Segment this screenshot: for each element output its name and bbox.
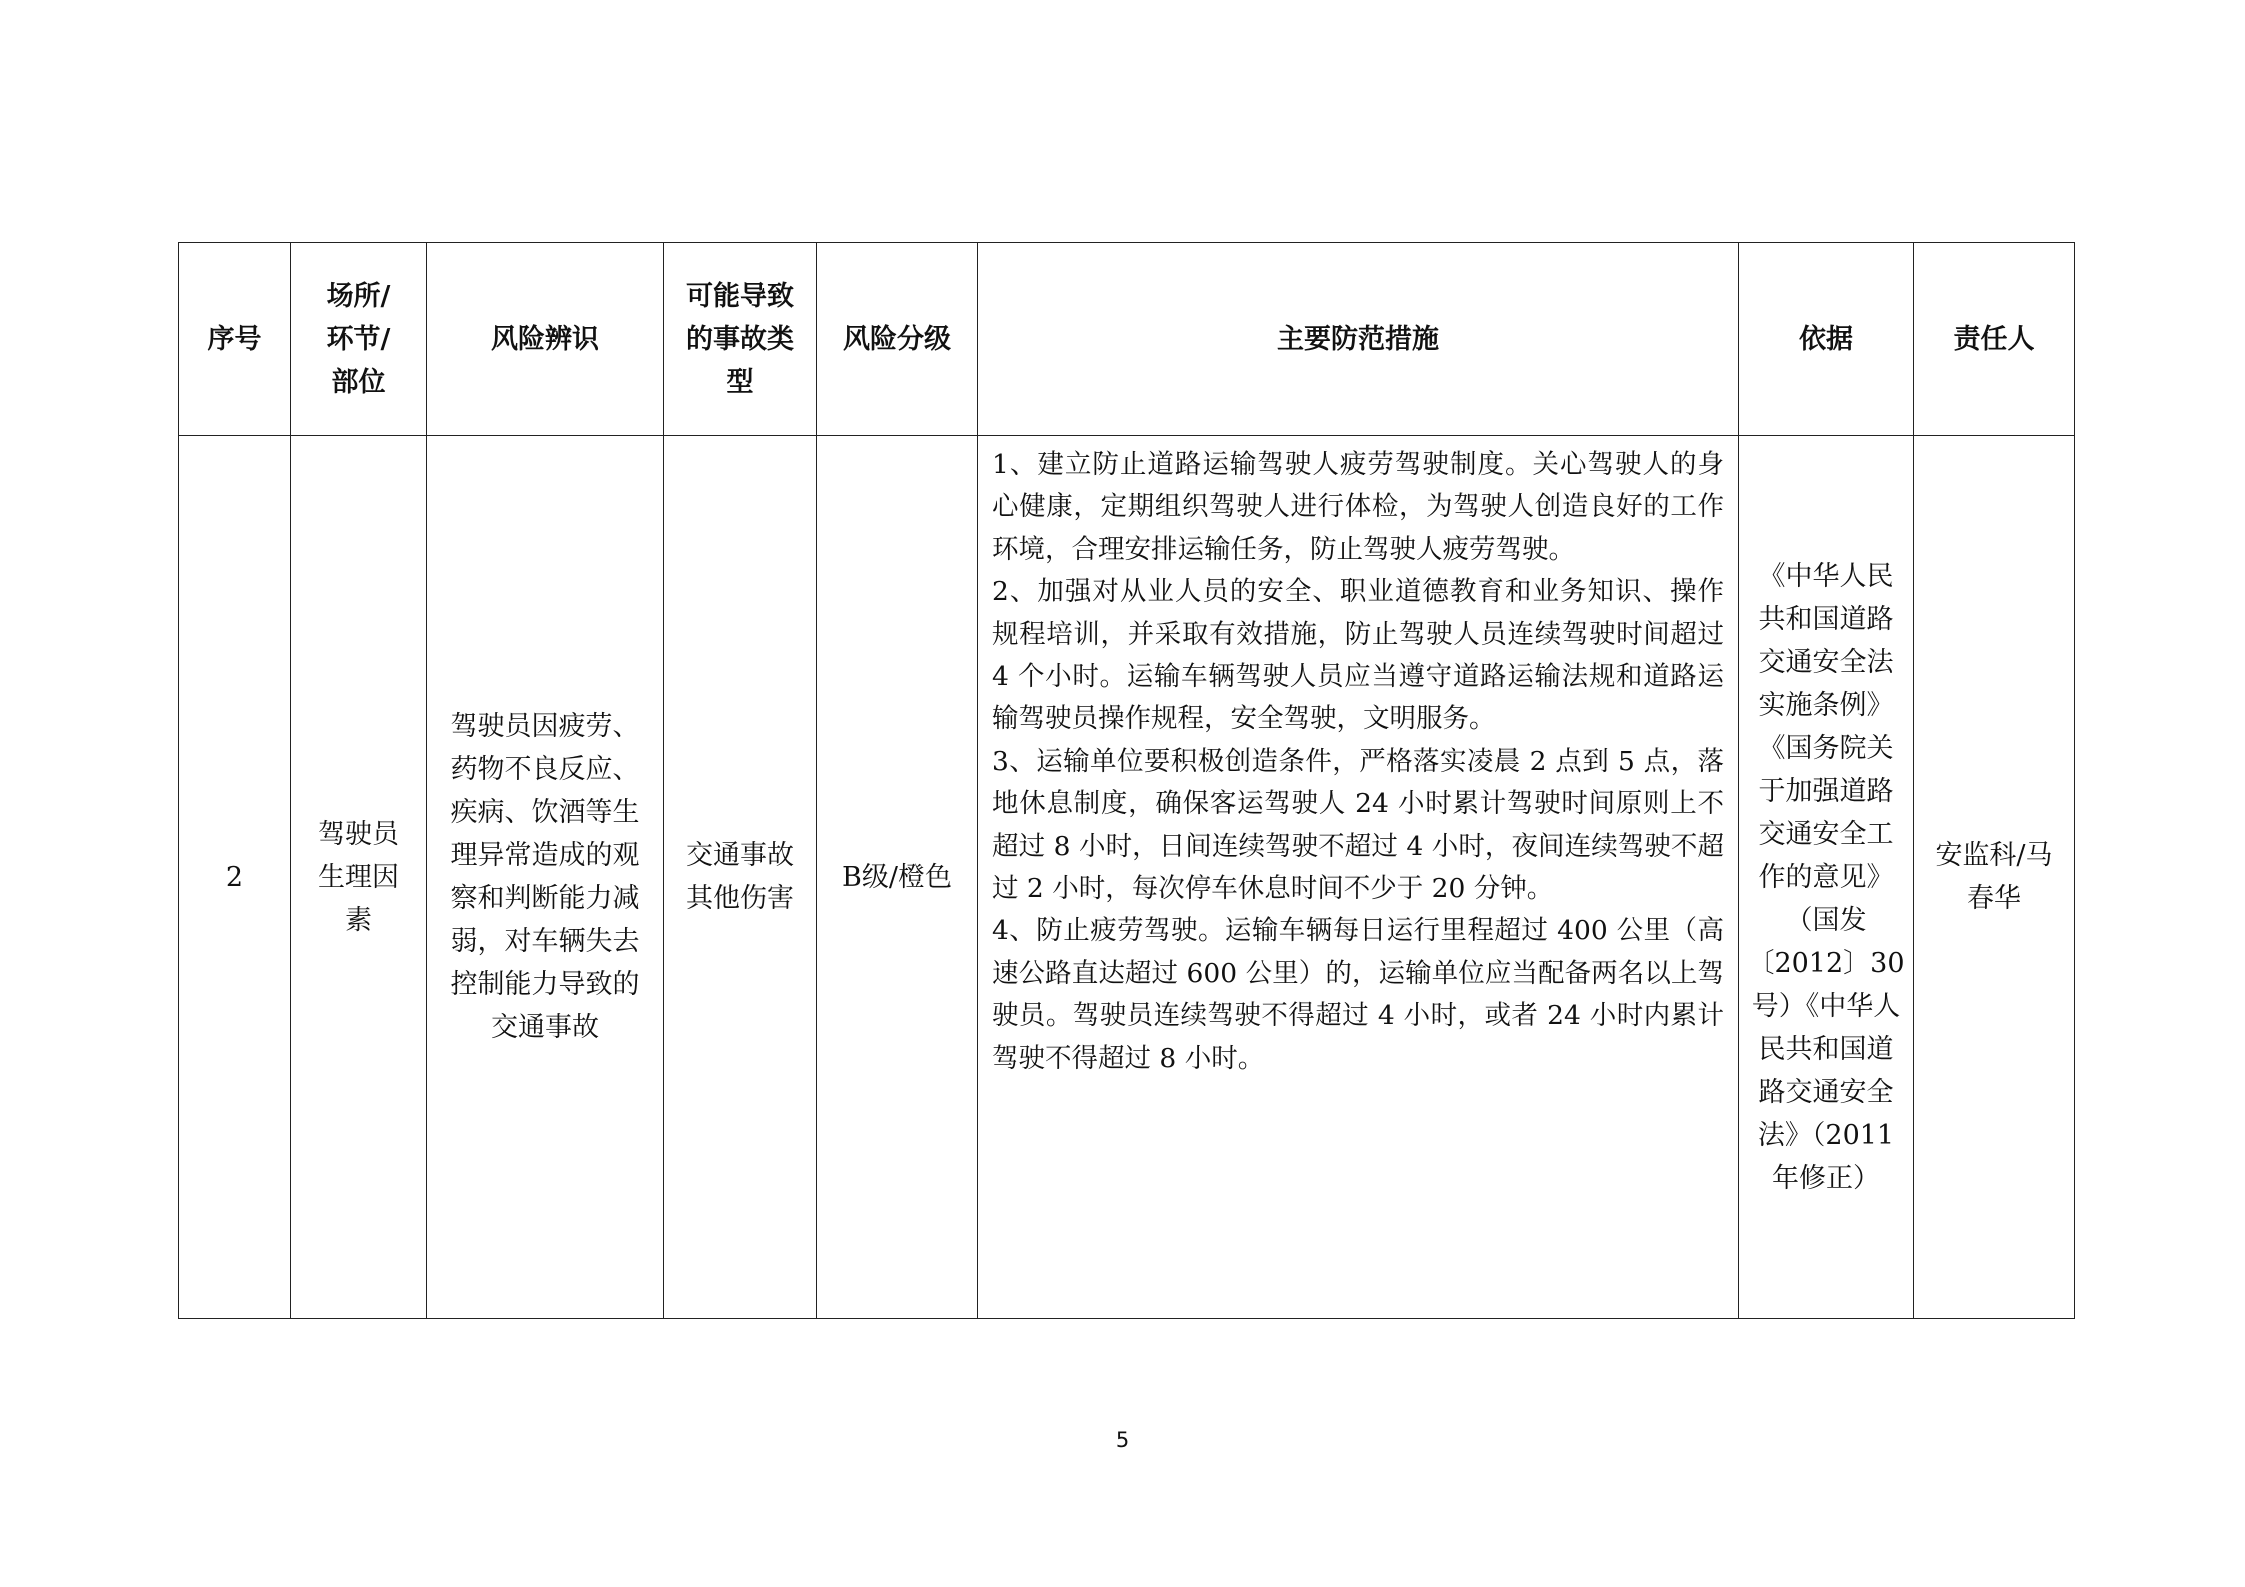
table-row <box>179 436 2075 1319</box>
measure-item: 3、运输单位要积极创造条件，严格落实凌晨 2 点到 5 点，落地休息制度，确保客运驾驶人 24 小时累计驾驶时间原则上不超过 8 小时，日间连续驾驶不超过 4 小时，夜间连续驾驶不超过 2 小时，每次停车休息时间不少于 20 分钟。 <box>992 745 1724 905</box>
cell-measures <box>978 436 1739 1319</box>
page-number: 5 <box>1115 1428 1130 1452</box>
header-risk-level: 风险分级 <box>817 243 978 436</box>
header-basis: 依据 <box>1739 243 1914 436</box>
cell-place: 驾驶员 生理因 素 <box>291 436 427 1319</box>
risk-control-table <box>178 242 2075 1319</box>
cell-accident-type: 交通事故 其他伤害 <box>664 436 817 1319</box>
header-place: 场所/ 环节/ 部位 <box>291 243 427 436</box>
measure-item: 2、加强对从业人员的安全、职业道德教育和业务知识、操作规程培训，并采取有效措施，防止驾驶人员连续驾驶时间超过 4 个小时。运输车辆驾驶人员应当遵守道路运输法规和道路运输驾驶员操作规程，安全驾驶，文明服务。 <box>992 576 1724 735</box>
cell-owner: 安监科/马 春华 <box>1914 436 2075 1319</box>
cell-risk-identification: 驾驶员因疲劳、 药物不良反应、 疾病、饮酒等生 理异常造成的观 察和判断能力减 弱，对车辆失去 控制能力导致的 交通事故 <box>427 436 664 1319</box>
cell-basis: 《中华人民 共和国道路 交通安全法 实施条例》 《国务院关 于加强道路 交通安全工 作的意见》 （国发 〔2012〕30 号）《中华人 民共和国道 路交通安全 法》（2011 年修正） <box>1739 436 1914 1319</box>
cell-risk-level: B级/橙色 <box>817 436 978 1319</box>
cell-seq: 2 <box>179 436 291 1319</box>
header-accident-type: 可能导致 的事故类 型 <box>664 243 817 436</box>
header-seq: 序号 <box>179 243 291 436</box>
header-risk-identification: 风险辨识 <box>427 243 664 436</box>
header-measures: 主要防范措施 <box>978 243 1739 436</box>
measure-item: 1、建立防止道路运输驾驶人疲劳驾驶制度。关心驾驶人的身心健康，定期组织驾驶人进行体检，为驾驶人创造良好的工作环境，合理安排运输任务，防止驾驶人疲劳驾驶。 <box>992 449 1724 565</box>
header-owner: 责任人 <box>1914 243 2075 436</box>
header-row <box>179 243 2075 436</box>
measure-item: 4、防止疲劳驾驶。运输车辆每日运行里程超过 400 公里（高速公路直达超过 600 公里）的，运输单位应当配备两名以上驾驶员。驾驶员连续驾驶不得超过 4 小时，或者 24 小时内累计驾驶不得超过 8 小时。 <box>992 915 1724 1074</box>
